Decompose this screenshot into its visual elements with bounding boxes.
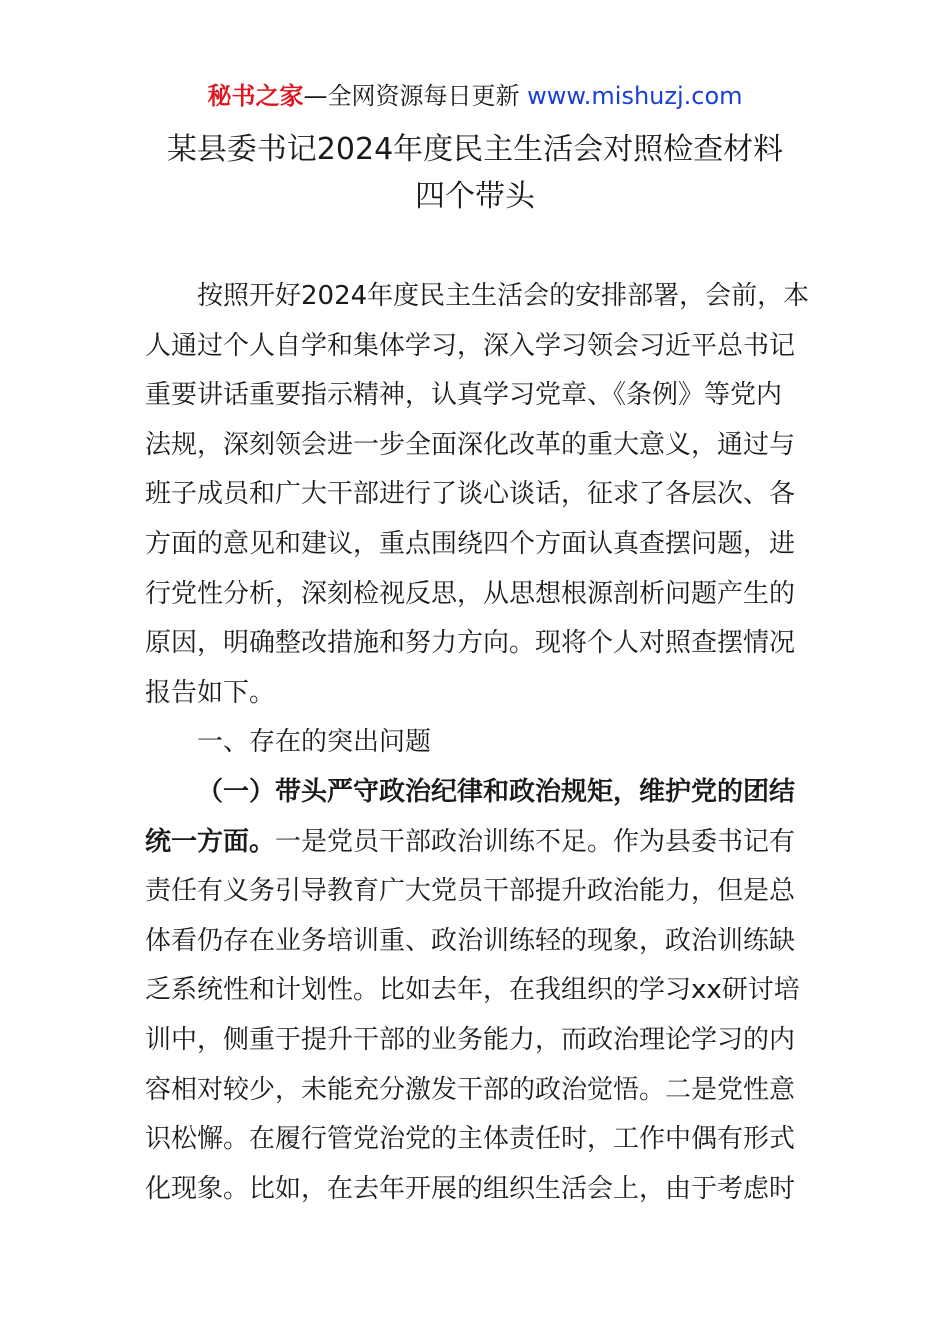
document-title-line1: 某县委书记2024年度民主生活会对照检查材料 bbox=[166, 132, 784, 167]
text-line: 方面的意见和建议，重点围绕四个方面认真查摆问题，进 bbox=[145, 528, 796, 559]
text-line: 原因，明确整改措施和努力方向。现将个人对照查摆情况 bbox=[145, 628, 796, 659]
site-tagline: —全网资源每日更新 bbox=[303, 82, 520, 110]
text-line: 容相对较少，未能充分激发干部的政治觉悟。二是党性意 bbox=[145, 1074, 796, 1105]
text-line: 体看仍存在业务培训重、政治训练轻的现象，政治训练缺 bbox=[145, 925, 796, 956]
section-heading: 一、存在的突出问题 bbox=[197, 727, 432, 758]
text-line: 乏系统性和计划性。比如去年，在我组织的学习xx研讨培 bbox=[145, 975, 800, 1006]
text-line: 训中，侧重于提升干部的业务能力，而政治理论学习的内 bbox=[145, 1024, 796, 1055]
text-line: 人通过个人自学和集体学习，深入学习领会习近平总书记 bbox=[145, 330, 796, 361]
text-line: 报告如下。 bbox=[145, 677, 276, 708]
subsection-heading: （一）带头严守政治纪律和政治规矩，维护党的团结 bbox=[197, 776, 796, 807]
text-line: 班子成员和广大干部进行了谈心谈话，征求了各层次、各 bbox=[145, 479, 796, 510]
intro-paragraph bbox=[145, 272, 810, 1214]
site-url[interactable]: www.mishuzj.com bbox=[527, 82, 743, 110]
text-run: 一是党员干部政治训练不足。作为县委书记有 bbox=[275, 826, 796, 857]
text-line: 责任有义务引导教育广大党员干部提升政治能力，但是总 bbox=[145, 876, 796, 907]
text-line: 重要讲话重要指示精神，认真学习党章、《条例》等党内 bbox=[145, 380, 783, 411]
text-line: 化现象。比如，在去年开展的组织生活会上，由于考虑时 bbox=[145, 1173, 796, 1204]
document-title-line2: 四个带头 bbox=[415, 179, 535, 214]
text-line: 法规，深刻领会进一步全面深化改革的重大意义，通过与 bbox=[145, 429, 796, 460]
text-line: 按照开好2024年度民主生活会的安排部署，会前，本 bbox=[197, 281, 810, 311]
text-line: 识松懈。在履行管党治党的主体责任时，工作中偶有形式 bbox=[145, 1124, 796, 1155]
subsection-heading-end: 统一方面。 bbox=[145, 826, 276, 857]
text-line bbox=[145, 818, 810, 868]
text-line: 行党性分析，深刻检视反思，从思想根源剖析问题产生的 bbox=[145, 578, 796, 609]
site-brand: 秘书之家 bbox=[207, 82, 304, 110]
site-header bbox=[0, 80, 950, 112]
